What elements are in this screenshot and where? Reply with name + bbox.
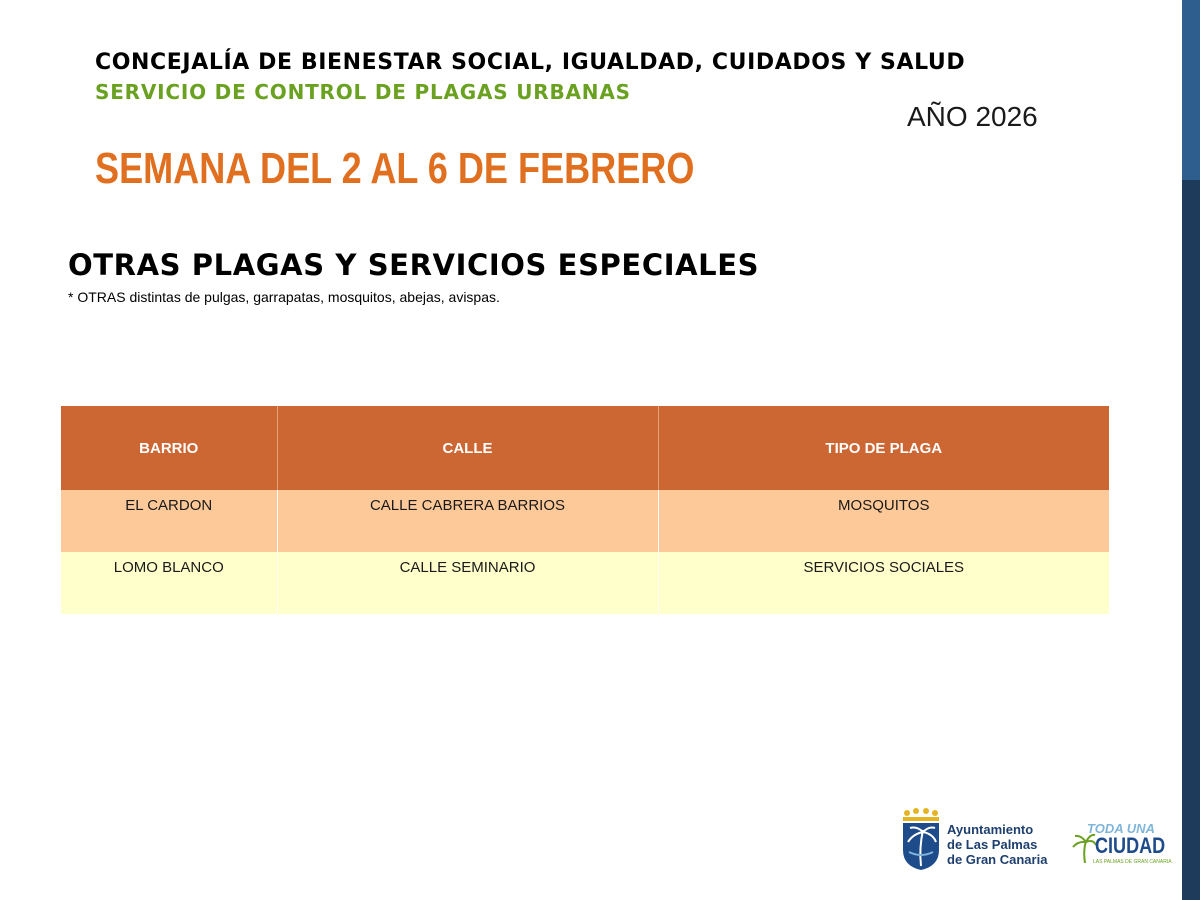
side-bar-top xyxy=(1182,0,1200,180)
ayuntamiento-line: Ayuntamiento xyxy=(947,822,1034,837)
cell-barrio: EL CARDON xyxy=(61,490,277,552)
section-note: * OTRAS distintas de pulgas, garrapatas, mosquitos, abejas, avispas. xyxy=(68,289,500,305)
city-logo-main: CIUDAD xyxy=(1095,833,1166,858)
table-row xyxy=(61,490,1109,552)
cell-tipo-plaga: MOSQUITOS xyxy=(658,490,1109,552)
department-heading: CONCEJALÍA DE BIENESTAR SOCIAL, IGUALDAD, CUIDADOS Y SALUD xyxy=(95,50,966,75)
coat-of-arms-icon xyxy=(899,808,943,872)
service-heading: SERVICIO DE CONTROL DE PLAGAS URBANAS xyxy=(95,80,631,104)
ayuntamiento-text xyxy=(947,822,1047,867)
ayuntamiento-logo xyxy=(899,808,1064,872)
ayuntamiento-line: de Las Palmas xyxy=(947,837,1038,852)
table-header-row xyxy=(61,406,1109,490)
cell-calle: CALLE SEMINARIO xyxy=(277,552,658,614)
cell-barrio: LOMO BLANCO xyxy=(61,552,277,614)
week-title: SEMANA DEL 2 AL 6 DE FEBRERO xyxy=(95,144,695,193)
header-tipo-plaga: TIPO DE PLAGA xyxy=(658,406,1109,490)
table-row xyxy=(61,552,1109,614)
pest-table xyxy=(61,406,1109,614)
ayuntamiento-line: de Gran Canaria xyxy=(947,852,1048,867)
header-barrio: BARRIO xyxy=(61,406,277,490)
cell-calle: CALLE CABRERA BARRIOS xyxy=(277,490,658,552)
side-bar-bottom xyxy=(1182,180,1200,900)
section-title: OTRAS PLAGAS Y SERVICIOS ESPECIALES xyxy=(68,248,760,282)
year-label: AÑO 2026 xyxy=(907,101,1038,132)
city-logo-sub: LAS PALMAS DE GRAN CANARIA xyxy=(1093,859,1172,865)
city-logo-top: TODA UNA xyxy=(1087,821,1155,836)
cell-tipo-plaga: SERVICIOS SOCIALES xyxy=(658,552,1109,614)
toda-una-ciudad-logo xyxy=(1071,821,1172,869)
header-calle: CALLE xyxy=(277,406,658,490)
